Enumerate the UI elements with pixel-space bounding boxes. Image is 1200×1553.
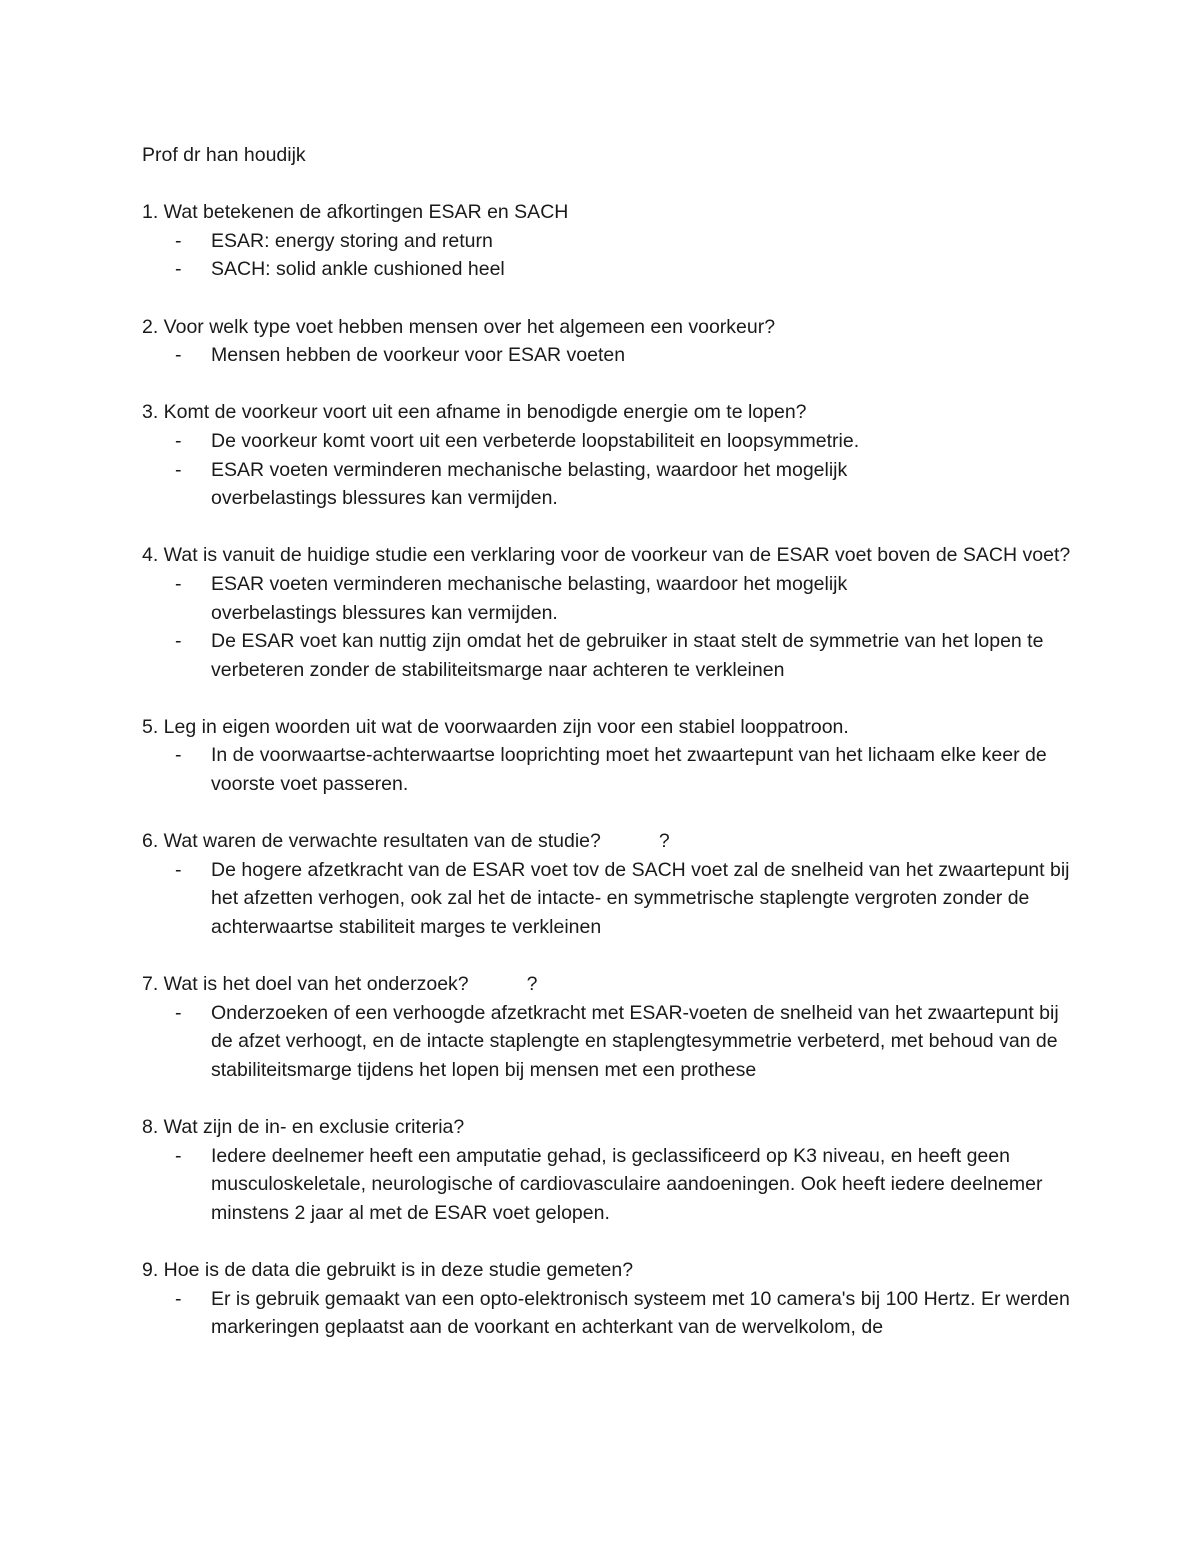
answer-item (142, 227, 1072, 256)
question-5 (142, 713, 1072, 742)
spacer (142, 1228, 1072, 1257)
answer-text: De ESAR voet kan nuttig zijn omdat het de gebruiker in staat stelt de symmetrie van het lopen te verbeteren zonder de stabiliteitsmarge naar achteren te verkleinen (211, 630, 1049, 681)
question-text: 1. Wat betekenen de afkortingen ESAR en SACH (142, 201, 569, 224)
answer-item (142, 570, 1072, 627)
document-page (142, 141, 1076, 1342)
answer-item (142, 427, 1072, 456)
bullet-dash-icon: - (175, 858, 182, 881)
answer-item (142, 1142, 1072, 1228)
spacer (142, 684, 1072, 713)
question-8 (142, 1113, 1072, 1142)
bullet-dash-icon: - (175, 1287, 182, 1310)
bullet-dash-icon: - (175, 744, 182, 767)
bullet-dash-icon: - (175, 344, 182, 367)
question-7 (142, 970, 1072, 999)
answer-item (142, 255, 1072, 284)
answer-item (142, 999, 1072, 1085)
spacer (142, 942, 1072, 971)
spacer (142, 513, 1072, 542)
bullet-dash-icon: - (175, 630, 182, 653)
answer-text: Er is gebruik gemaakt van een opto-elektronisch systeem met 10 camera's bij 100 Hertz. Er werden markeringen geplaatst aan de voorkant en achterkant van de wervelkolom, de (211, 1287, 1076, 1339)
question-4 (142, 541, 1072, 570)
bullet-dash-icon: - (175, 429, 182, 452)
question-text: 6. Wat waren de verwachte resultaten van de studie? (142, 830, 601, 853)
question-9 (142, 1256, 1072, 1285)
bullet-dash-icon: - (175, 258, 182, 281)
spacer (142, 799, 1072, 828)
answer-text: Mensen hebben de voorkeur voor ESAR voeten (211, 344, 626, 367)
question-2 (142, 313, 1072, 342)
answer-text: ESAR: energy storing and return (211, 229, 493, 252)
bullet-dash-icon: - (175, 458, 182, 481)
answer-text: ESAR voeten verminderen mechanische belasting, waardoor het mogelijk overbelastings blessures kan vermijden. (211, 572, 853, 624)
answer-text: Iedere deelnemer heeft een amputatie gehad, is geclassificeerd op K3 niveau, en heeft geen musculoskeletale, neurologische of cardiovasculaire aandoeningen. Ook heeft iedere deelnemer minstens 2 jaar al met de ESAR voet gelopen. (211, 1144, 1048, 1224)
question-text: 4. Wat is vanuit de huidige studie een verklaring voor de voorkeur van de ESAR voet boven de SACH voet? (142, 544, 1071, 567)
question-3 (142, 398, 1072, 427)
question-text: 8. Wat zijn de in- en exclusie criteria? (142, 1116, 465, 1139)
question-text: 5. Leg in eigen woorden uit wat de voorwaarden zijn voor een stabiel looppatroon. (142, 715, 849, 738)
question-text: 7. Wat is het doel van het onderzoek? (142, 973, 469, 996)
question-text: 3. Komt de voorkeur voort uit een afname in benodigde energie om te lopen? (142, 401, 807, 424)
answer-text: In de voorwaartse-achterwaartse looprichting moet het zwaartepunt van het lichaam elke keer de voorste voet passeren. (211, 744, 1053, 796)
bullet-dash-icon: - (175, 1144, 182, 1167)
spacer (142, 1085, 1072, 1114)
question-text: 9. Hoe is de data die gebruikt is in deze studie gemeten? (142, 1259, 634, 1282)
spacer (142, 170, 1072, 199)
bullet-dash-icon: - (175, 572, 182, 595)
answer-text: De voorkeur komt voort uit een verbeterde loopstabiliteit en loopsymmetrie. (211, 429, 860, 452)
answer-item (142, 1285, 1076, 1342)
question-6 (142, 827, 1072, 856)
question-marker: ? (526, 973, 538, 996)
bullet-dash-icon: - (175, 229, 182, 252)
question-1 (142, 198, 1072, 227)
answer-text: De hogere afzetkracht van de ESAR voet tov de SACH voet zal de snelheid van het zwaartepunt bij het afzetten verhogen, ook zal het de intacte- en symmetrische staplengte vergroten zonder de achterwaartse stabiliteit marges te verkleinen (211, 858, 1075, 939)
spacer (142, 370, 1072, 399)
answer-item (142, 341, 1072, 370)
bullet-dash-icon: - (175, 1001, 182, 1024)
answer-item (142, 741, 1072, 798)
answer-item (142, 627, 1072, 684)
document-title: Prof dr han houdijk (142, 144, 306, 166)
answer-text: ESAR voeten verminderen mechanische belasting, waardoor het mogelijk overbelastings blessures kan vermijden. (211, 458, 853, 510)
answer-item (142, 856, 1075, 942)
question-text: 2. Voor welk type voet hebben mensen over het algemeen een voorkeur? (142, 315, 776, 338)
answer-text: Onderzoeken of een verhoogde afzetkracht met ESAR-voeten de snelheid van het zwaartepunt bij de afzet verhoogt, en de intacte staplengte en staplengtesymmetrie verbeterd, met behoud van de stabiliteitsmarge tijdens het lopen bij mensen met een prothese (211, 1001, 1065, 1081)
spacer (142, 284, 1072, 313)
question-marker: ? (658, 830, 670, 853)
answer-text: SACH: solid ankle cushioned heel (211, 258, 505, 281)
answer-item (142, 456, 1072, 513)
